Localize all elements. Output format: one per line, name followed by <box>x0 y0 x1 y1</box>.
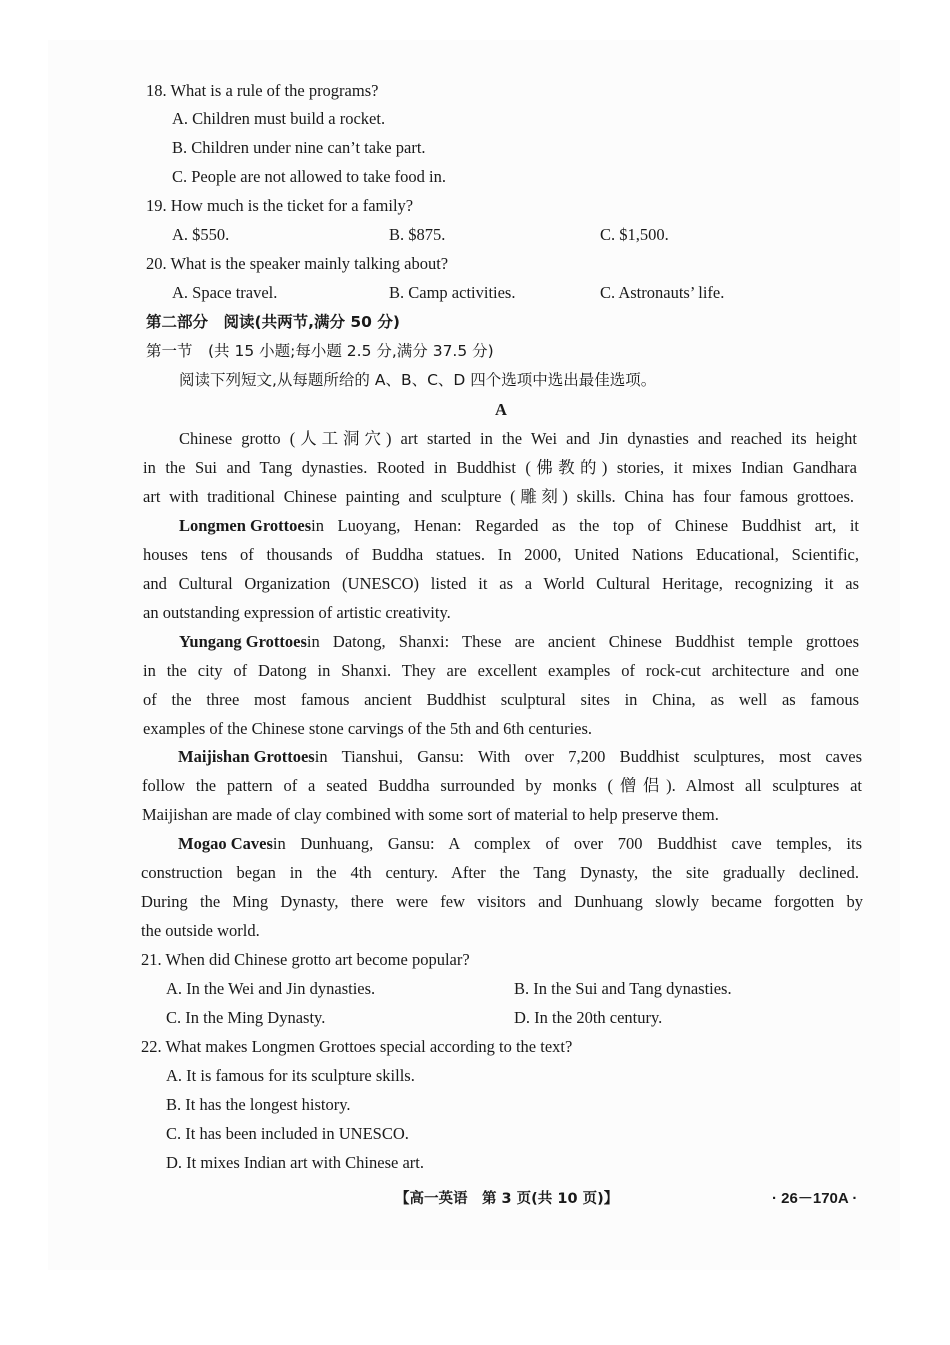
question-21-option-c: C. In the Ming Dynasty. <box>166 1008 326 1027</box>
question-18-option-b: B. Children under nine can’t take part. <box>172 138 426 157</box>
intro-line-1: Chinese grotto (人工洞穴) art started in the Wei and Jin dynasties and reached its height <box>179 429 857 448</box>
question-20-option-c: C. Astronauts’ life. <box>600 283 725 302</box>
question-22-option-c: C. It has been included in UNESCO. <box>166 1124 409 1143</box>
longmen-first-text: in Luoyang, Henan: Regarded as the top of Chinese Buddhist art, it <box>311 516 859 535</box>
yungang-first-text: in Datong, Shanxi: These are ancient Chinese Buddhist temple grottoes <box>306 632 859 651</box>
section-2-instruction: 阅读下列短文,从每题所给的 A、B、C、D 四个选项中选出最佳选项。 <box>179 371 657 389</box>
maijishan-line-2: follow the pattern of a seated Buddha surrounded by monks (僧侣). Almost all sculptures at <box>142 776 862 795</box>
mogao-name: Mogao Caves <box>178 834 273 853</box>
question-21-option-a: A. In the Wei and Jin dynasties. <box>166 979 376 998</box>
yungang-first-line <box>179 631 859 653</box>
maijishan-name: Maijishan Grottoes <box>178 747 315 766</box>
question-22-stem: 22. What makes Longmen Grottoes special according to the text? <box>141 1037 573 1056</box>
mogao-line-3: During the Ming Dynasty, there were few visitors and Dunhuang slowly became forgotten by <box>141 892 863 911</box>
question-20-option-a: A. Space travel. <box>172 283 278 302</box>
intro-line-3: art with traditional Chinese painting and sculpture (雕刻) skills. China has four famous grottoes. <box>143 487 854 506</box>
question-22-option-b: B. It has the longest history. <box>166 1095 351 1114</box>
question-18-option-a: A. Children must build a rocket. <box>172 109 386 128</box>
mogao-line-4: the outside world. <box>141 921 260 940</box>
question-21-option-b: B. In the Sui and Tang dynasties. <box>514 979 732 998</box>
longmen-first-line <box>179 515 859 537</box>
yungang-name: Yungang Grottoes <box>179 632 307 651</box>
question-22-option-a: A. It is famous for its sculpture skills. <box>166 1066 415 1085</box>
footer-code: · 26－170A · <box>772 1190 858 1207</box>
question-21-stem: 21. When did Chinese grotto art become popular? <box>141 950 470 969</box>
question-18-option-c: C. People are not allowed to take food in. <box>172 167 447 186</box>
intro-line-2: in the Sui and Tang dynasties. Rooted in Buddhist (佛教的) stories, it mixes Indian Gandhara <box>143 458 857 477</box>
question-21-option-d: D. In the 20th century. <box>514 1008 663 1027</box>
footer-page-label: 【高一英语 第 3 页(共 10 页)】 <box>395 1191 619 1207</box>
section-2-subheading: 第一节 (共 15 小题;每小题 2.5 分,满分 37.5 分) <box>146 342 494 360</box>
question-19-option-b: B. $875. <box>389 225 446 244</box>
longmen-line-2: houses tens of thousands of Buddha statues. In 2000, United Nations Educational, Scientific, <box>143 545 859 564</box>
passage-label: A <box>495 400 507 419</box>
longmen-name: Longmen Grottoes <box>179 516 312 535</box>
yungang-line-4: examples of the Chinese stone carvings of the 5th and 6th centuries. <box>143 719 593 738</box>
maijishan-first-text: in Tianshui, Gansu: With over 7,200 Buddhist sculptures, most caves <box>314 747 862 766</box>
yungang-line-3: of the three most famous ancient Buddhist sculptural sites in China, as well as famous <box>143 690 859 709</box>
mogao-line-2: construction began in the 4th century. After the Tang Dynasty, the site gradually declined. <box>141 863 859 882</box>
mogao-first-line <box>178 833 862 855</box>
question-19-option-c: C. $1,500. <box>600 225 669 244</box>
longmen-line-4: an outstanding expression of artistic creativity. <box>143 603 451 622</box>
maijishan-line-3: Maijishan are made of clay combined with some sort of material to help preserve them. <box>142 805 719 824</box>
question-18-stem: 18. What is a rule of the programs? <box>146 81 379 100</box>
section-2-heading: 第二部分 阅读(共两节,满分 50 分) <box>146 313 400 331</box>
question-20-stem: 20. What is the speaker mainly talking about? <box>146 254 449 273</box>
yungang-line-2: in the city of Datong in Shanxi. They are excellent examples of rock-cut architecture and one <box>143 661 859 680</box>
question-19-option-a: A. $550. <box>172 225 230 244</box>
question-19-stem: 19. How much is the ticket for a family? <box>146 196 414 215</box>
question-22-option-d: D. It mixes Indian art with Chinese art. <box>166 1153 424 1172</box>
mogao-first-text: in Dunhuang, Gansu: A complex of over 700 Buddhist cave temples, its <box>272 834 862 853</box>
longmen-line-3: and Cultural Organization (UNESCO) listed it as a World Cultural Heritage, recognizing it as <box>143 574 859 593</box>
maijishan-first-line <box>178 746 862 768</box>
question-20-option-b: B. Camp activities. <box>389 283 516 302</box>
